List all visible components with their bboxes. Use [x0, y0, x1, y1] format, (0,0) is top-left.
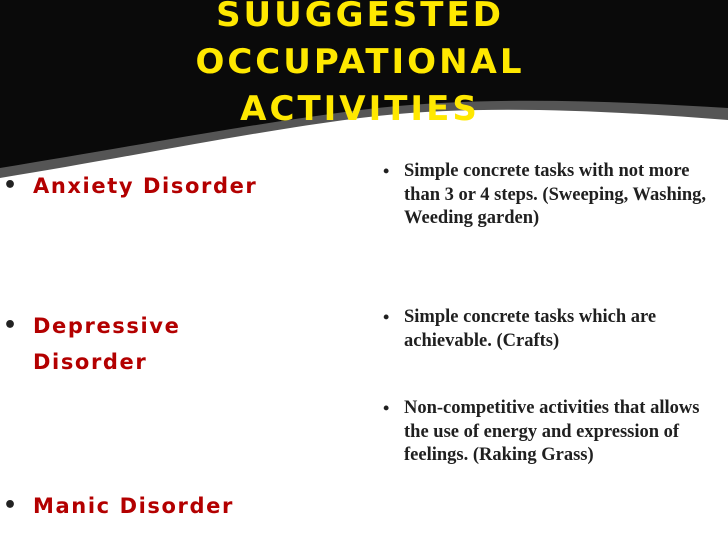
disorder-item-anxiety	[0, 168, 330, 204]
activity-item	[380, 160, 725, 231]
title-line-3: ACTIVITIES	[240, 89, 480, 129]
slide-title	[120, 0, 600, 133]
activity-item	[380, 397, 725, 468]
activity-item	[380, 306, 725, 353]
bullet-icon: •	[3, 173, 18, 198]
disorder-item-depressive	[0, 308, 330, 380]
disorder-label-line-2: Disorder	[33, 350, 148, 374]
bullet-icon: •	[3, 493, 18, 518]
disorder-item-manic	[0, 488, 330, 524]
bullet-icon: •	[383, 398, 390, 418]
bullet-icon: •	[383, 161, 390, 181]
disorder-label: Anxiety Disorder	[33, 174, 258, 198]
activity-text: Simple concrete tasks with not more than 3 or 4 steps. (Sweeping, Washing, Weeding garden)	[404, 161, 707, 228]
bullet-icon: •	[3, 313, 18, 338]
title-line-1: SUUGGESTED	[216, 0, 504, 35]
bullet-icon: •	[383, 307, 390, 327]
title-line-2: OCCUPATIONAL	[195, 42, 525, 82]
activity-text: Simple concrete tasks which are achievable. (Crafts)	[404, 307, 657, 351]
disorder-label: Manic Disorder	[33, 494, 234, 518]
disorder-label: Depressive	[33, 314, 181, 338]
activity-text: Non-competitive activities that allows the use of energy and expression of feelings. (Raking Grass)	[404, 398, 700, 465]
